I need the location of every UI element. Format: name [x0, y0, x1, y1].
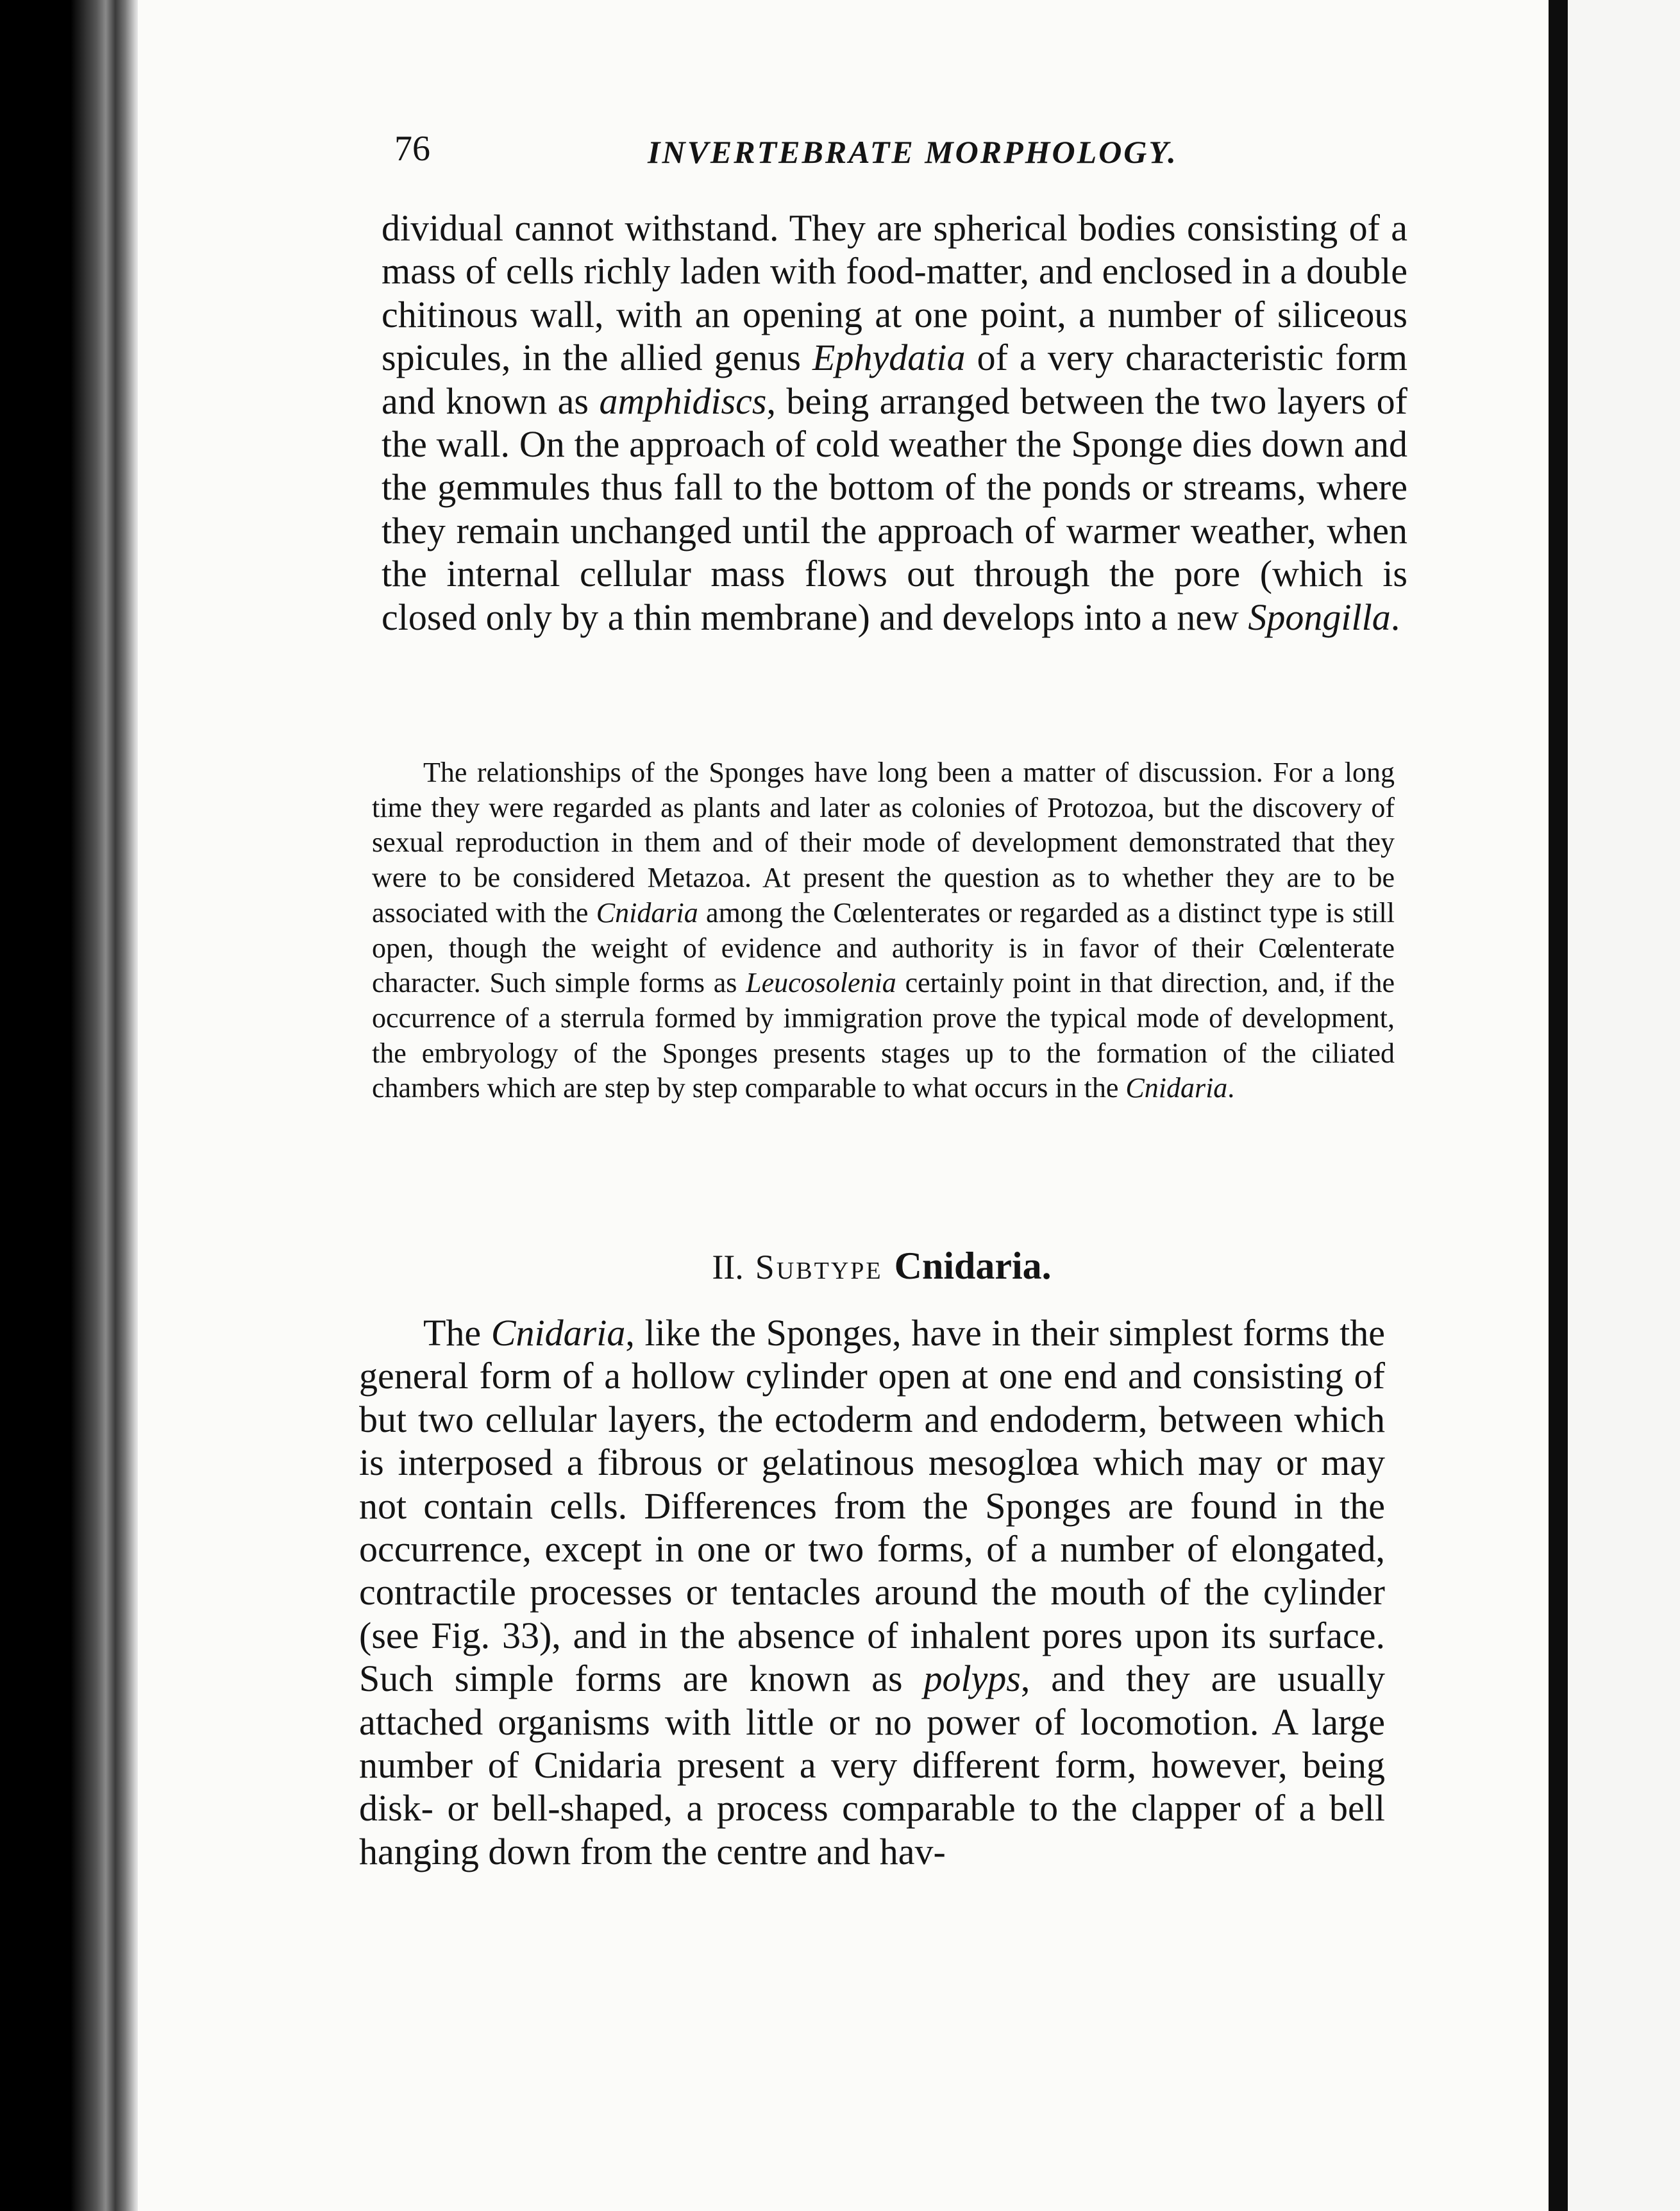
paragraph-cnidaria: [359, 1311, 1385, 1873]
italic-term: Spongilla: [1248, 596, 1391, 638]
italic-term: Cnidaria: [491, 1312, 626, 1354]
paragraph-text: [382, 206, 1407, 639]
note-relationships: [372, 755, 1395, 1106]
text-run: .: [1227, 1072, 1235, 1104]
note-text: [372, 755, 1395, 1106]
italic-term: Cnidaria: [1125, 1072, 1228, 1104]
text-run: dividual cannot withstand. They are spherical bodies consisting of a mass of cells richly laden with food-matter, and enclosed in a double chitinous wall, with an opening at one point, a number of siliceous spicules, in the allied genus: [382, 207, 1407, 379]
adjacent-page-edge: [1568, 0, 1680, 2211]
book-binding-edge: [0, 0, 138, 2211]
page-gutter-right: [1549, 0, 1568, 2211]
text-run: certainly point in that direction, and, if the occurrence of a sterrula formed by immigration prove the typical mode of development, the embryology of the Sponges presents stages up to the formation of the ciliated chambers which are step by step comparable to what occurs in the: [372, 967, 1395, 1104]
text-run: , and they are usually attached organisms with little or no power of locomotion. A large number of Cnidaria present a very different form, however, being disk- or bell-shaped, a process comparable to the clapper of a bell hanging down from the centre and hav-: [359, 1658, 1385, 1872]
paragraph-gemmules: [382, 206, 1407, 639]
text-run: , like the Sponges, have in their simplest forms the general form of a hollow cylinder open at one end and consisting of but two cellular layers, the ectoderm and endoderm, between which is interposed a fibrous or gelatinous mesoglœa which may or may not contain cells. Differences from the Sponges are found in the occurrence, except in one or two forms, of a number of elongated, contractile processes or tentacles around the mouth of the cylinder (see Fig. 33), and in the absence of inhalent pores upon its surface. Such simple forms are known as: [359, 1312, 1385, 1700]
section-heading: [0, 1244, 1680, 1288]
page-number: 76: [394, 129, 430, 169]
italic-term: Ephydatia: [812, 337, 966, 379]
running-title: INVERTEBRATE MORPHOLOGY.: [648, 134, 1178, 170]
text-run: of a very characteristic form and known as: [382, 337, 1407, 422]
italic-term: Cnidaria: [596, 896, 698, 929]
italic-term: polyps: [923, 1658, 1021, 1700]
paragraph-text: [359, 1311, 1385, 1873]
text-run: .: [1390, 596, 1400, 638]
text-run: The relationships of the Sponges have long been a matter of discussion. For a long time they were regarded as plants and later as colonies of Protozoa, but the discovery of sexual reproduction in them and of their mode of development demonstrated that they were to be considered Metazoa. At present the question as to whether they are to be associated with the: [372, 757, 1395, 929]
running-head: [394, 128, 1440, 180]
italic-term: Leucosolenia: [746, 967, 896, 999]
italic-term: amphidiscs: [599, 380, 767, 422]
heading-name: Cnidaria.: [894, 1245, 1052, 1287]
text-run: The: [423, 1312, 491, 1354]
text-run: , being arranged between the two layers of the wall. On the approach of cold weather the Sponge dies down and the gemmules thus fall to the bottom of the ponds or streams, where they remain unchanged until the approach of warmer weather, when the internal cellular mass flows out through the pore (which is closed only by a thin membrane) and develops into a new: [382, 380, 1407, 638]
text-run: among the Cœlenterates or regarded as a distinct type is still open, though the weight of evidence and authority is in favor of their Cœlenterate character. Such simple forms as: [372, 896, 1395, 999]
heading-numeral: II.: [712, 1248, 744, 1286]
heading-subtype: Subtype: [755, 1248, 883, 1286]
